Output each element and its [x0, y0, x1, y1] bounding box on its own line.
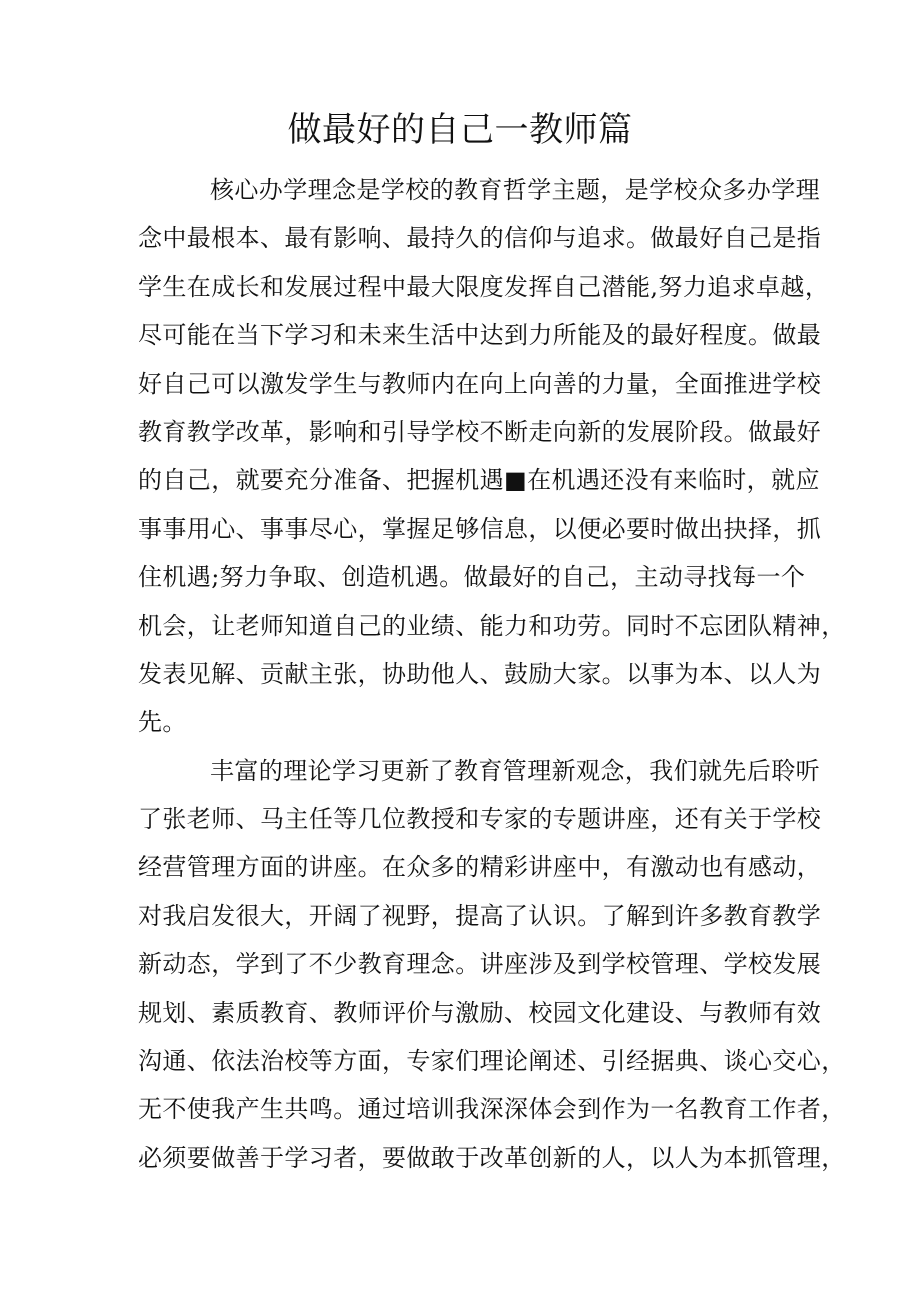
paragraph-line: 规划、素质教育、教师评价与激励、校园文化建设、与教师有效	[138, 998, 822, 1027]
paragraph-line: 住机遇;努力争取、创造机遇。做最好的自己，主动寻找每一个	[138, 563, 806, 592]
paragraph-line: 机会，让老师知道自己的业绩、能力和功劳。同时不忘团队精神，	[138, 611, 846, 640]
paragraph-line: 了张老师、马主任等几位教授和专家的专题讲座，还有关于学校	[138, 805, 822, 834]
paragraph-line: 无不使我产生共鸣。通过培训我深深体会到作为一名教育工作者，	[138, 1095, 846, 1124]
paragraph-line: 丰富的理论学习更新了教育管理新观念，我们就先后聆听	[210, 756, 820, 785]
paragraph-line: 沟通、依法治校等方面，专家们理论阐述、引经据典、谈心交心，	[138, 1047, 846, 1076]
paragraph-line: 尽可能在当下学习和未来生活中达到力所能及的最好程度。做最	[138, 321, 822, 350]
paragraph-line: 教育教学改革，影响和引导学校不断走向新的发展阶段。做最好	[138, 417, 822, 446]
paragraph-line: 事事用心、事事尽心，掌握足够信息，以便必要时做出抉择，抓	[138, 514, 822, 543]
paragraph-line: 新动态，学到了不少教育理念。讲座涉及到学校管理、学校发展	[138, 950, 822, 979]
document-title: 做最好的自己一教师篇	[287, 110, 633, 150]
paragraph-line: 经营管理方面的讲座。在众多的精彩讲座中，有激动也有感动，	[138, 853, 822, 882]
paragraph-line: 先。	[138, 708, 187, 737]
paragraph-line: 对我启发很大，开阔了视野，提高了认识。了解到许多教育教学	[138, 901, 822, 930]
paragraph-line: 核心办学理念是学校的教育哲学主题，是学校众多办学理	[210, 176, 820, 204]
document-body	[138, 166, 846, 1182]
paragraph-line: 的自己，就要充分准备、把握机遇■在机遇还没有来临时，就应	[138, 466, 820, 495]
paragraph-line: 念中最根本、最有影响、最持久的信仰与追求。做最好自己是指	[138, 224, 822, 253]
paragraph-line: 发表见解、贡献主张，协助他人、鼓励大家。以事为本、以人为	[138, 659, 822, 688]
paragraph-line: 学生在成长和发展过程中最大限度发挥自己潜能,努力追求卓越，	[138, 272, 830, 301]
paragraph-line: 好自己可以激发学生与教师内在向上向善的力量，全面推进学校	[138, 369, 822, 398]
paragraph-line: 必须要做善于学习者，要做敢于改革创新的人，以人为本抓管理，	[138, 1143, 846, 1172]
